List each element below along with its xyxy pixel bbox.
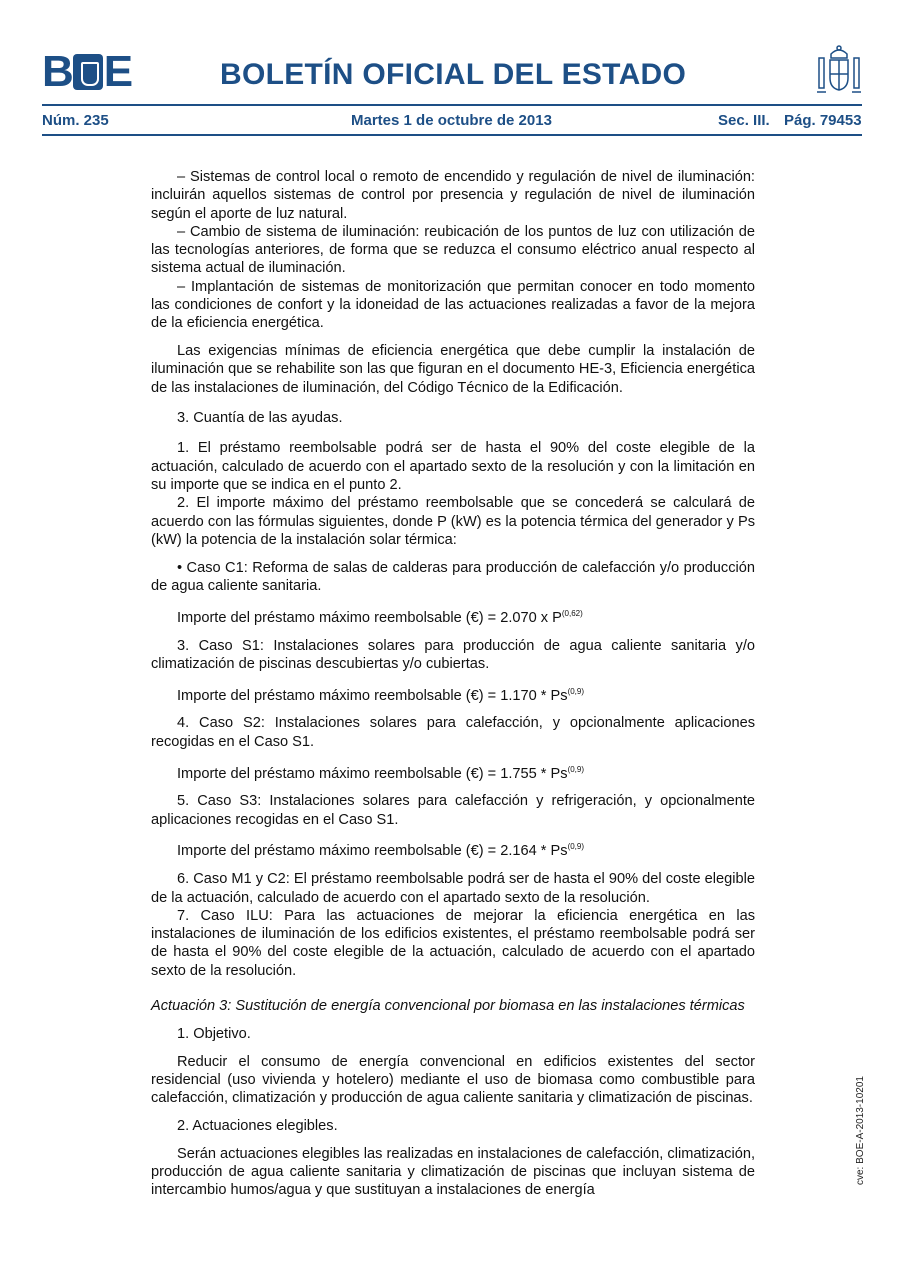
paragraph: – Implantación de sistemas de monitorización que permitan conocer en todo momento las condiciones de confort y la idoneidad de las actuaciones realizadas a favor de la mejora de la eficiencia energética. [151, 278, 755, 332]
issue-number: Núm. 235 [42, 112, 109, 129]
subsection-heading: Actuación 3: Sustitución de energía convencional por biomasa en las instalaciones térmicas [151, 997, 745, 1014]
page-title: BOLETÍN OFICIAL DEL ESTADO [220, 58, 687, 91]
header-rule-bottom [42, 134, 862, 136]
section: Sec. III. [718, 112, 770, 129]
paragraph: Serán actuaciones elegibles las realizadas en instalaciones de calefacción, climatización, producción de agua caliente sanitaria y climatización de piscinas que incluyan sistema de intercambio humos/agua y que sustituyan a instalaciones de energía [151, 1145, 755, 1199]
paragraph: 2. El importe máximo del préstamo reembolsable que se concederá se calculará de acuerdo con las fórmulas siguientes, donde P (kW) es la potencia térmica del generador y Ps (kW) la potencia de la instalación solar térmica: [151, 495, 755, 548]
formula: Importe del préstamo máximo reembolsable (€) = 1.170 * Ps$^{(0,9)}$ [177, 686, 585, 704]
paragraph: 4. Caso S2: Instalaciones solares para calefacción, y opcionalmente aplicaciones recogidas en el Caso S1. [151, 715, 755, 750]
paragraph: Reducir el consumo de energía convencional en edificios existentes del sector residencial (uso vivienda y hotelero) mediante el uso de biomasa como combustible para calefacción, climatización y producción de agua caliente sanitaria y climatización de piscinas. [151, 1053, 755, 1107]
paragraph: 1. El préstamo reembolsable podrá ser de hasta el 90% del coste elegible de la actuación, calculado de acuerdo con el apartado sexto de la resolución y con la limitación en su importe que se indica en el punto 2. [151, 440, 755, 493]
paragraph: Las exigencias mínimas de eficiencia energética que debe cumplir la instalación de iluminación que se rehabilite son las que figuran en el documento HE-3, Eficiencia energética de las instalaciones de iluminación, del Código Técnico de la Edificación. [151, 343, 755, 396]
boe-logo: B E [42, 47, 132, 96]
seal-icon [73, 54, 103, 90]
paragraph: 5. Caso S3: Instalaciones solares para calefacción y refrigeración, y opcionalmente aplicaciones recogidas en el Caso S1. [151, 793, 755, 828]
paragraph: – Sistemas de control local o remoto de encendido y regulación de nivel de iluminación: incluirán aquellos sistemas de control por presencia y regulación de nivel de iluminación según el aporte de luz natural. [151, 169, 755, 222]
header-rule-top [42, 104, 862, 106]
section-heading: 3. Cuantía de las ayudas. [177, 410, 343, 427]
formula: Importe del préstamo máximo reembolsable (€) = 1.755 * Ps$^{(0,9)}$ [177, 764, 585, 782]
formula: Importe del préstamo máximo reembolsable (€) = 2.070 x P$^{(0,62)}$ [177, 608, 583, 626]
document-body [151, 168, 755, 1200]
cve-identifier: cve: BOE-A-2013-10201 [855, 1076, 866, 1185]
paragraph: 6. Caso M1 y C2: El préstamo reembolsable podrá ser de hasta el 90% del coste elegible de la actuación, calculado de acuerdo con el apartado sexto de la resolución. [151, 871, 755, 906]
section-heading: 2. Actuaciones elegibles. [177, 1117, 338, 1134]
formula: Importe del préstamo máximo reembolsable (€) = 2.164 * Ps$^{(0,9)}$ [177, 842, 585, 860]
paragraph: – Cambio de sistema de iluminación: reubicación de los puntos de luz con utilización de las tecnologías anteriores, de forma que se reduzca el consumo eléctrico anual respecto al sistema actual de iluminación. [151, 223, 755, 277]
paragraph: 7. Caso ILU: Para las actuaciones de mejorar la eficiencia energética en las instalaciones de iluminación de los edificios existentes, el préstamo reembolsable podrá ser de hasta el 90% del coste elegible de la actuación, calculado de acuerdo con el apartado sexto de la resolución. [151, 907, 755, 979]
page-number: Pág. 79453 [784, 112, 862, 129]
issue-date: Martes 1 de octubre de 2013 [351, 112, 552, 129]
section-heading: 1. Objetivo. [177, 1025, 251, 1042]
paragraph: 3. Caso S1: Instalaciones solares para producción de agua caliente sanitaria y/o climatización de piscinas descubiertas y/o cubiertas. [151, 637, 755, 672]
coat-of-arms-icon [815, 44, 863, 96]
paragraph: • Caso C1: Reforma de salas de calderas para producción de calefacción y/o producción de agua caliente sanitaria. [151, 559, 755, 594]
